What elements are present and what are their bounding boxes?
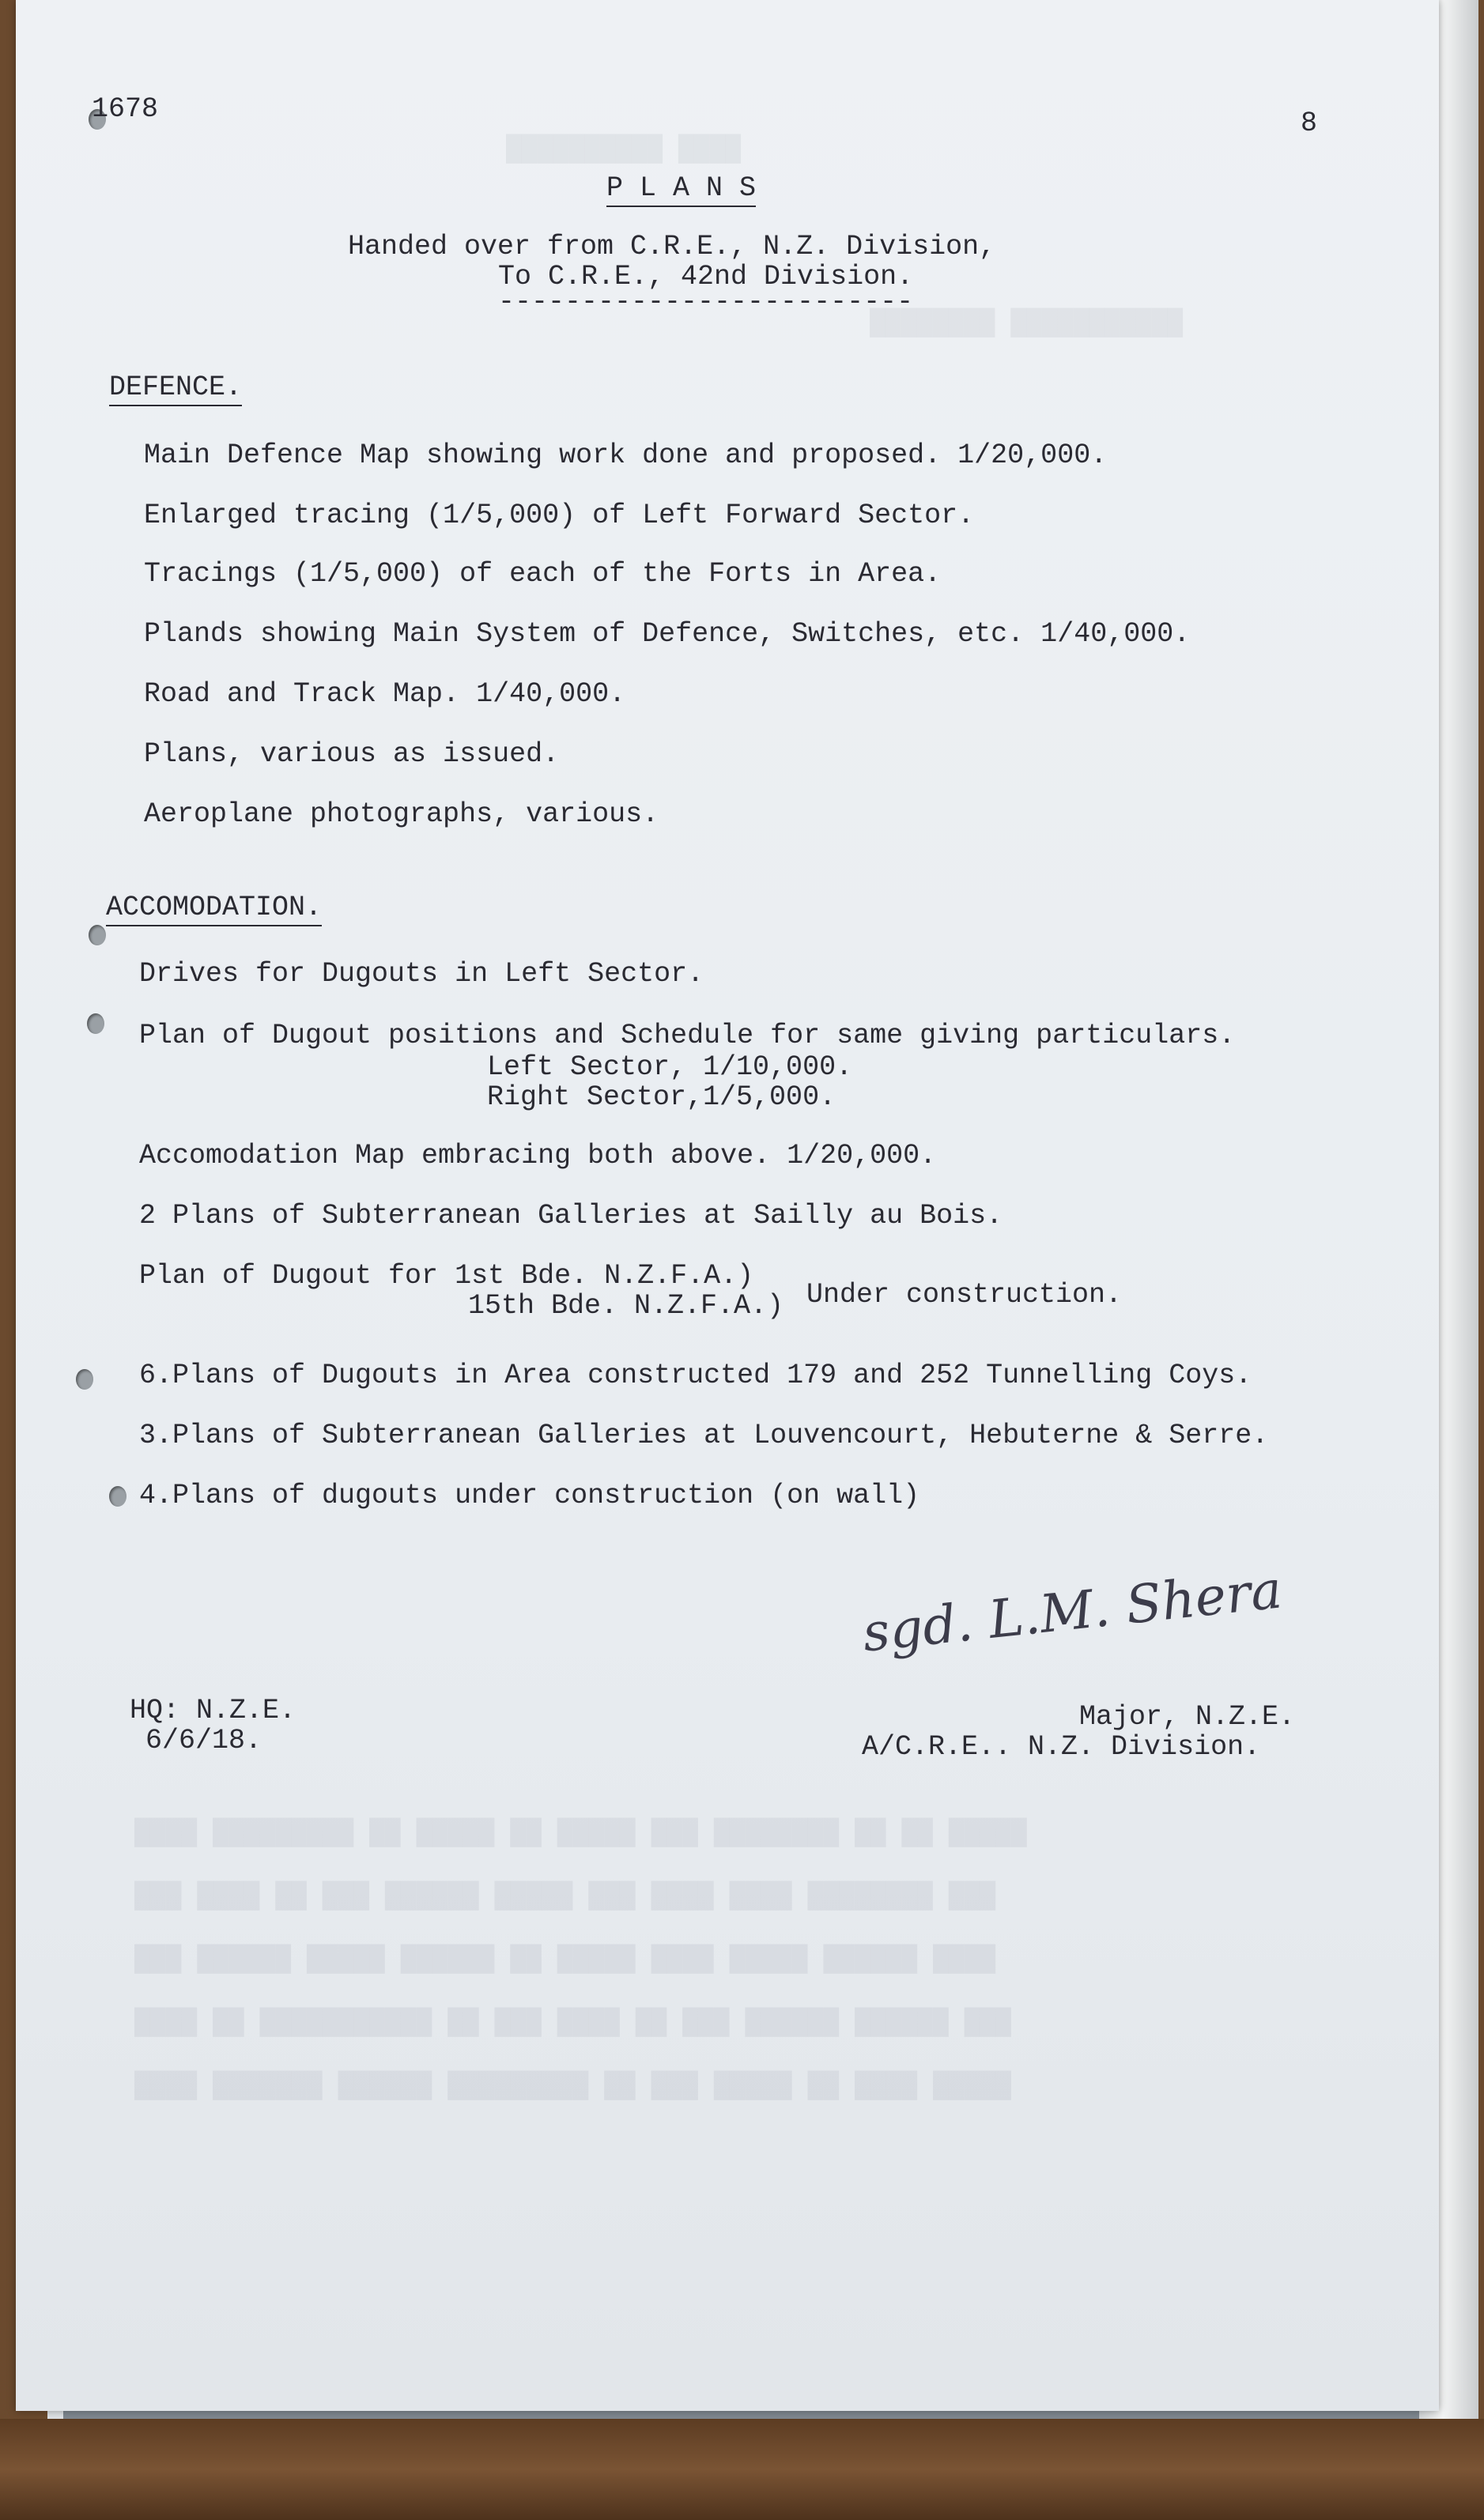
signature: sgd. L.M. Shera — [859, 1559, 1285, 1664]
accomodation-item: Drives for Dugouts in Left Sector. — [139, 958, 704, 990]
document-number: 1678 — [92, 93, 159, 125]
bleed-through: ████ ██ ███████████ ██ ███ ████ ██ ███ ██████ ██████ ███ — [134, 2008, 1011, 2037]
subtitle-line-2: To C.R.E., 42nd Division. — [498, 261, 914, 292]
desk-surface — [0, 2419, 1484, 2520]
defence-item: Tracings (1/5,000) of each of the Forts in Area. — [144, 558, 942, 590]
punch-hole — [89, 925, 106, 945]
page-title: P L A N S — [606, 172, 756, 207]
accomodation-item-detail: 15th Bde. N.Z.F.A.) — [468, 1290, 784, 1322]
bleed-through: ███ ██████ █████ ██████ ██ █████ ████ █████ ██████ ████ — [134, 1945, 996, 1974]
subtitle-line-1: Handed over from C.R.E., N.Z. Division, — [348, 231, 996, 262]
defence-item: Road and Track Map. 1/40,000. — [144, 678, 626, 710]
bleed-through: ████ █████████ ██ █████ ██ █████ ███ ████████ ██ ██ █████ — [134, 1818, 1027, 1847]
bleed-through: ████ ███████ ██████ █████████ ██ ███ █████ ██ ████ █████ — [134, 2071, 1011, 2100]
section-heading-defence: DEFENCE. — [109, 372, 242, 406]
accomodation-item-note: Under construction. — [806, 1279, 1123, 1311]
page-number: 8 — [1301, 108, 1318, 139]
accomodation-item-detail: Left Sector, 1/10,000. — [487, 1051, 853, 1083]
accomodation-item: 6.Plans of Dugouts in Area constructed 179 and 252 Tunnelling Coys. — [139, 1360, 1252, 1391]
document-date: 6/6/18. — [145, 1725, 262, 1756]
bleed-through: ███ ████ ██ ███ ██████ █████ ███ ████ ████ ████████ ███ — [134, 1881, 996, 1911]
section-heading-accomodation: ACCOMODATION. — [106, 892, 322, 926]
accomodation-item: Plan of Dugout positions and Schedule for same giving particulars. — [139, 1020, 1236, 1051]
defence-item: Aeroplane photographs, various. — [144, 798, 659, 830]
accomodation-item: Plan of Dugout for 1st Bde. N.Z.F.A.) — [139, 1260, 754, 1292]
punch-hole — [87, 1013, 104, 1034]
defence-item: Plans, various as issued. — [144, 738, 560, 770]
defence-item: Enlarged tracing (1/5,000) of Left Forward Sector. — [144, 500, 975, 531]
punch-hole — [76, 1369, 93, 1390]
headquarters-label: HQ: N.Z.E. — [130, 1695, 296, 1726]
punch-hole — [109, 1486, 126, 1507]
document-page — [16, 0, 1439, 2411]
accomodation-item: 4.Plans of dugouts under construction (on wall) — [139, 1480, 920, 1511]
accomodation-item-detail: Right Sector,1/5,000. — [487, 1081, 836, 1113]
bleed-through: ████████ ███████████ — [870, 308, 1184, 338]
defence-item: Main Defence Map showing work done and proposed. 1/20,000. — [144, 439, 1108, 471]
title-rule: ------------------------- — [498, 286, 914, 318]
defence-item: Plands showing Main System of Defence, Switches, etc. 1/40,000. — [144, 618, 1191, 650]
accomodation-item: 2 Plans of Subterranean Galleries at Sailly au Bois. — [139, 1200, 1003, 1232]
bleed-through: ██████████ ████ — [506, 134, 742, 164]
signatory-role: A/C.R.E.. N.Z. Division. — [862, 1731, 1261, 1763]
signatory-rank: Major, N.Z.E. — [1079, 1701, 1296, 1733]
accomodation-item: 3.Plans of Subterranean Galleries at Louvencourt, Hebuterne & Serre. — [139, 1420, 1269, 1451]
accomodation-item: Accomodation Map embracing both above. 1/20,000. — [139, 1140, 937, 1171]
